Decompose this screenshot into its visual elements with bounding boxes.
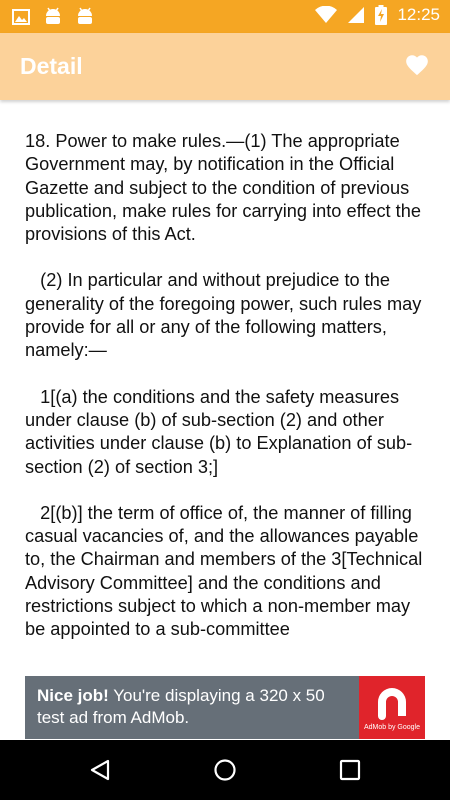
signal-icon	[347, 6, 365, 24]
admob-icon	[359, 676, 425, 724]
notification-icons	[12, 7, 94, 27]
android-icon	[44, 7, 62, 27]
ad-headline: Nice job!	[37, 686, 109, 705]
paragraph: (2) In particular and without prejudice to the generality of the foregoing power, such rules may provide for all or any of the following matters, namely:—	[25, 270, 427, 361]
admob-logo	[359, 676, 425, 739]
battery-charging-icon	[375, 5, 387, 25]
recents-button[interactable]	[338, 758, 362, 787]
image-icon	[12, 9, 30, 25]
clock: 12:25	[397, 5, 440, 24]
back-button[interactable]	[88, 758, 112, 787]
home-button[interactable]	[213, 758, 237, 787]
favorite-button[interactable]	[404, 52, 430, 83]
paragraph: 2[(b)] the term of office of, the manner of filling casual vacancies of, and the allowances payable to, the Chairman and members of the 3[Technical Advisory Committee] and the conditions and restrictions subject to which a non-member may be appointed to a sub-committee	[25, 502, 427, 640]
home-icon	[213, 758, 237, 782]
wifi-icon	[315, 6, 337, 24]
navigation-bar	[0, 740, 450, 800]
back-icon	[88, 758, 112, 782]
ad-text	[37, 685, 349, 729]
ad-banner[interactable]	[25, 676, 425, 739]
ad-body: You're displaying a 320 x 50 test ad from AdMob.	[37, 686, 325, 727]
system-indicators	[315, 5, 440, 25]
status-bar	[0, 0, 450, 33]
page-title: Detail	[20, 53, 83, 79]
app-bar	[0, 33, 450, 100]
ad-brand: AdMob by Google	[363, 724, 421, 731]
android-icon	[76, 7, 94, 27]
paragraph: 1[(a) the conditions and the safety measures under clause (b) of sub-section (2) and other activities under clause (b) to Explanation of sub-section (2) of section 3;]	[25, 386, 413, 477]
recents-icon	[338, 758, 362, 782]
detail-content	[25, 130, 430, 676]
paragraph: 18. Power to make rules.—(1) The appropriate Government may, by notification in the Official Gazette and subject to the condition of previous publication, make rules for carrying into effect the provisions of this Act.	[25, 131, 427, 245]
heart-icon	[404, 52, 430, 78]
